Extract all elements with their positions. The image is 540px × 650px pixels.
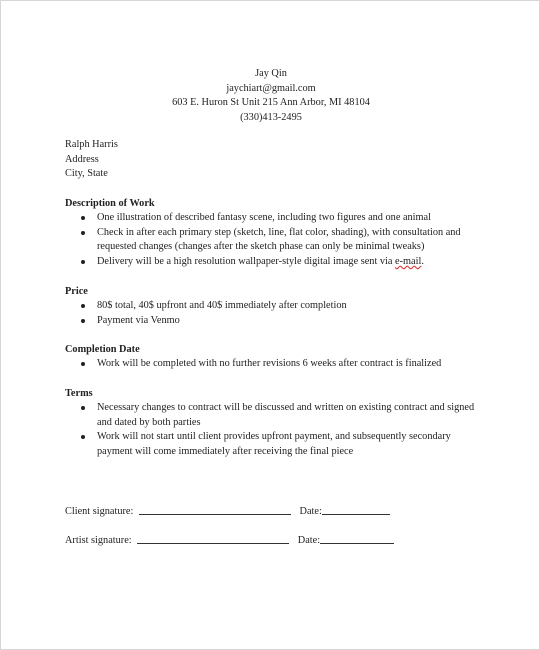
contact-header [1, 67, 540, 125]
list-item: Delivery will be a high resolution wallpaper-style digital image sent via e-mail. [65, 255, 485, 270]
bullet-icon [81, 362, 85, 366]
artist-address: 603 E. Huron St Unit 215 Ann Arbor, MI 48104 [172, 97, 370, 109]
recipient-name: Ralph Harris [65, 139, 118, 150]
price-heading: Price [65, 286, 88, 297]
terms-list [65, 401, 485, 459]
email-link[interactable]: e-mail [395, 255, 422, 267]
completion-list [65, 357, 485, 372]
artist-signature-row [65, 533, 394, 548]
recipient-block [65, 138, 118, 182]
list-item: Payment via Venmo [65, 314, 485, 329]
terms-heading: Terms [65, 388, 93, 399]
artist-email: jaychiart@gmail.com [226, 82, 316, 94]
bullet-icon [81, 435, 85, 439]
completion-heading: Completion Date [65, 344, 140, 355]
description-heading: Description of Work [65, 198, 155, 209]
recipient-address: Address [65, 153, 99, 165]
client-signature-row [65, 504, 390, 519]
bullet-icon [81, 304, 85, 308]
client-signature-line[interactable] [139, 504, 291, 515]
price-list [65, 299, 485, 328]
list-item: Check in after each primary step (sketch, line, flat color, shading), with consultation and requested changes (changes after the sketch phase can only be minimal tweaks) [65, 226, 485, 255]
artist-name: Jay Qin [255, 68, 287, 79]
list-item: Work will not start until client provides upfront payment, and subsequently secondary payment will come immediately after receiving the final piece [65, 430, 485, 459]
list-item: Necessary changes to contract will be discussed and written on existing contract and signed and dated by both parties [65, 401, 485, 430]
bullet-icon [81, 231, 85, 235]
description-list [65, 211, 485, 269]
bullet-icon [81, 260, 85, 264]
artist-date-line[interactable] [320, 533, 394, 544]
bullet-icon [81, 406, 85, 410]
recipient-city-state: City, State [65, 168, 108, 180]
artist-phone: (330)413-2495 [240, 111, 302, 123]
client-date-label: Date: [299, 506, 322, 517]
list-item: Work will be completed with no further revisions 6 weeks after contract is finalized [65, 357, 485, 372]
bullet-icon [81, 319, 85, 323]
client-date-line[interactable] [322, 504, 390, 515]
list-item: One illustration of described fantasy scene, including two figures and one animal [65, 211, 485, 226]
list-item: 80$ total, 40$ upfront and 40$ immediately after completion [65, 299, 485, 314]
artist-signature-line[interactable] [137, 533, 289, 544]
artist-signature-label: Artist signature: [65, 535, 132, 546]
artist-date-label: Date: [297, 535, 321, 546]
bullet-icon [81, 216, 85, 220]
client-signature-label: Client signature: [65, 506, 134, 517]
